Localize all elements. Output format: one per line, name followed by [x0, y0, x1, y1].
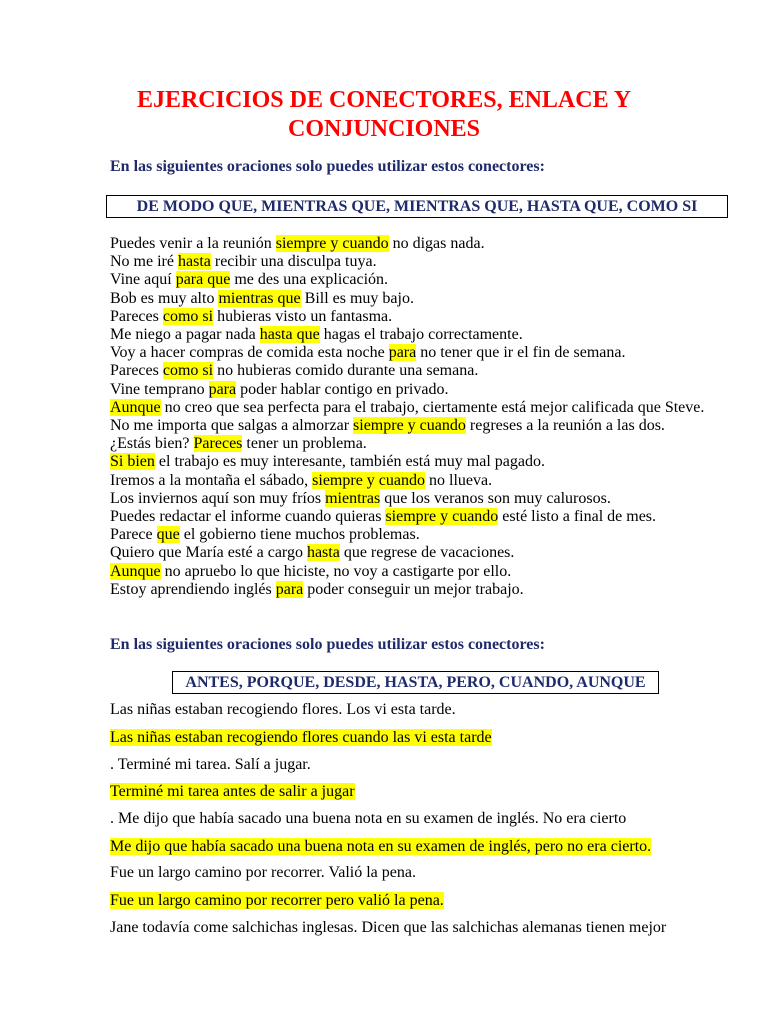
exercise-3-answer — [110, 837, 651, 857]
sentence-text-before: Bob es muy alto — [110, 289, 219, 307]
answer-highlight: Las niñas estaban recogiendo flores cuando las vi esta tarde — [110, 729, 492, 746]
connector-highlight: Aunque — [110, 398, 161, 416]
answer-highlight: Fue un largo camino por recorrer pero valió la pena. — [110, 892, 444, 909]
connector-highlight: siempre y cuando — [275, 235, 389, 252]
exercise-1-answer — [110, 728, 492, 748]
sentence-text-before: No me iré — [110, 253, 178, 271]
sentence — [110, 526, 721, 544]
sentence — [110, 544, 721, 562]
sentence-text-after: tener un problema. — [242, 435, 367, 453]
sentence-text-after: no tener que ir el fin de semana. — [416, 344, 626, 362]
connector-highlight: hasta — [306, 544, 340, 562]
sentence-text-after: recibir una disculpa tuya. — [210, 253, 377, 271]
answer-highlight: Me dijo que había sacado una buena nota en su examen de inglés, pero no era cierto. — [110, 838, 652, 855]
connector-highlight: como si — [162, 307, 214, 325]
sentence — [110, 417, 721, 435]
sentence — [110, 472, 721, 490]
page-title — [0, 86, 768, 144]
sentence — [110, 490, 721, 508]
exercise-1-prompt: Las niñas estaban recogiendo flores. Los vi esta tarde. — [110, 701, 456, 718]
sentence-text-before: Los inviernos aquí son muy fríos — [110, 489, 326, 507]
sentence-text-after: que los veranos son muy calurosos. — [380, 489, 611, 507]
connector-highlight: siempre y cuando — [353, 417, 466, 435]
section1-sentences — [110, 235, 721, 599]
sentence-text-after: poder conseguir un mejor trabajo. — [303, 580, 524, 598]
sentence-text-before: Quiero que María esté a cargo — [110, 544, 307, 562]
sentence — [110, 381, 721, 399]
sentence-text-after: el gobierno tiene muchos problemas. — [179, 526, 420, 544]
sentence-text-after: me des una explicación. — [230, 271, 389, 289]
sentence-text-before: Pareces — [110, 362, 163, 380]
sentence-text-after: esté listo a final de mes. — [498, 508, 657, 526]
sentence-text-after: poder hablar contigo en privado. — [236, 380, 449, 398]
sentence — [110, 271, 721, 289]
section1-connectors-box: DE MODO QUE, MIENTRAS QUE, MIENTRAS QUE, HASTA QUE, COMO SI — [106, 195, 728, 218]
connector-highlight: mientras que — [218, 289, 301, 307]
sentence-text-after: no llueva. — [425, 471, 493, 489]
connector-highlight: para — [275, 580, 304, 598]
sentence-text-after: el trabajo es muy interesante, también está muy mal pagado. — [154, 453, 545, 471]
sentence — [110, 399, 721, 417]
exercise-4-answer — [110, 891, 444, 911]
title-line-2: CONJUNCIONES — [287, 116, 481, 142]
connector-highlight: para que — [175, 271, 231, 289]
sentence — [110, 563, 721, 581]
sentence — [110, 508, 721, 526]
connector-highlight: siempre y cuando — [385, 508, 499, 526]
section2-intro: En las siguientes oraciones solo puedes utilizar estos conectores: — [110, 636, 545, 653]
sentence — [110, 308, 721, 326]
sentence-text-before: Puedes venir a la reunión — [110, 235, 276, 252]
sentence-text-after: no digas nada. — [388, 235, 485, 252]
connector-highlight: hasta que — [259, 326, 320, 344]
connector-highlight: que — [156, 526, 180, 544]
sentence-text-before: Vine aquí — [110, 271, 176, 289]
sentence-text-before: Vine temprano — [110, 380, 209, 398]
sentence-text-after: hubieras visto un fantasma. — [213, 307, 393, 325]
connector-highlight: siempre y cuando — [312, 471, 426, 489]
sentence-text-after: Bill es muy bajo. — [300, 289, 414, 307]
section2-connectors-box: ANTES, PORQUE, DESDE, HASTA, PERO, CUANDO, AUNQUE — [172, 671, 659, 694]
sentence-text-before: Pareces — [110, 307, 163, 325]
connector-highlight: para — [208, 380, 237, 398]
sentence — [110, 344, 721, 362]
answer-highlight: Terminé mi tarea antes de salir a jugar — [110, 783, 355, 800]
sentence-text-before: Parece — [110, 526, 157, 544]
connector-highlight: Aunque — [110, 562, 161, 580]
exercise-4-prompt: Fue un largo camino por recorrer. Valió la pena. — [110, 864, 416, 881]
sentence-text-after: hagas el trabajo correctamente. — [319, 326, 523, 344]
sentence — [110, 453, 721, 471]
sentence — [110, 290, 721, 308]
sentence — [110, 362, 721, 380]
title-line-1: EJERCICIOS DE CONECTORES, ENLACE Y — [136, 87, 632, 113]
sentence-text-after: no apruebo lo que hiciste, no voy a castigarte por ello. — [160, 562, 512, 580]
sentence — [110, 235, 721, 253]
connector-highlight: hasta — [177, 253, 211, 271]
sentence — [110, 253, 721, 271]
sentence — [110, 435, 721, 453]
sentence-text-before: ¿Estás bien? — [110, 435, 194, 453]
exercise-2-prompt: . Terminé mi tarea. Salí a jugar. — [110, 756, 311, 773]
exercise-2-answer — [110, 782, 355, 802]
connector-highlight: Si bien — [110, 453, 155, 471]
sentence — [110, 326, 721, 344]
connector-highlight: como si — [162, 362, 214, 380]
sentence-text-before: Voy a hacer compras de comida esta noche — [110, 344, 389, 362]
sentence-text-after: no creo que sea perfecta para el trabajo, ciertamente está mejor calificada que Steve. — [160, 398, 705, 416]
sentence-text-before: Estoy aprendiendo inglés — [110, 580, 276, 598]
exercise-3-prompt: . Me dijo que había sacado una buena nota en su examen de inglés. No era cierto — [110, 810, 627, 827]
connector-highlight: para — [388, 344, 417, 362]
connector-highlight: Pareces — [193, 435, 243, 453]
sentence-text-before: No me importa que salgas a almorzar — [110, 417, 354, 435]
sentence — [110, 581, 721, 599]
sentence-text-before: Me niego a pagar nada — [110, 326, 260, 344]
sentence-text-before: Iremos a la montaña el sábado, — [110, 471, 313, 489]
section1-intro: En las siguientes oraciones solo puedes utilizar estos conectores: — [110, 158, 545, 175]
connector-highlight: mientras — [325, 489, 381, 507]
sentence-text-after: que regrese de vacaciones. — [339, 544, 515, 562]
sentence-text-before: Puedes redactar el informe cuando quieras — [110, 508, 386, 526]
exercise-5-prompt: Jane todavía come salchichas inglesas. Dicen que las salchichas alemanas tienen mejor — [110, 919, 667, 936]
sentence-text-after: regreses a la reunión a las dos. — [465, 417, 665, 435]
sentence-text-after: no hubieras comido durante una semana. — [213, 362, 479, 380]
